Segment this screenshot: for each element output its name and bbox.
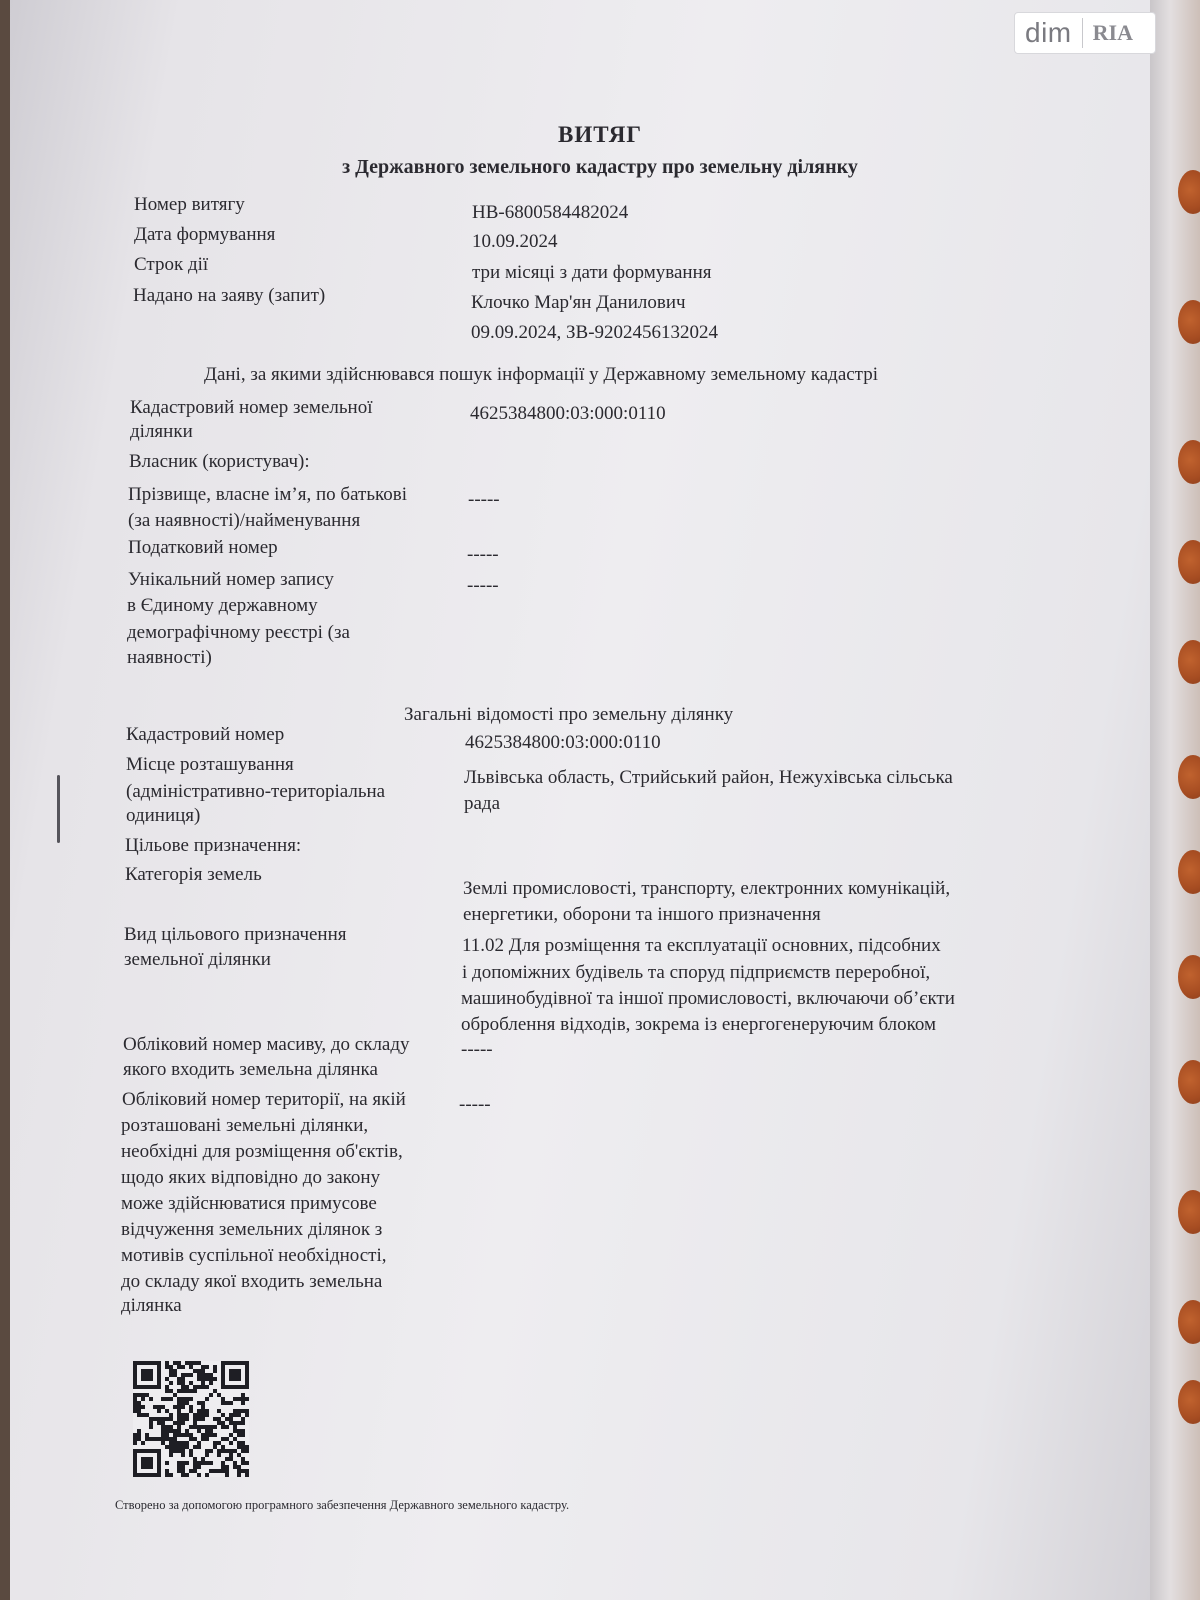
extract-date-value: 10.09.2024: [472, 231, 558, 252]
paper-crease: [57, 775, 60, 843]
owner-name-label: Прізвище, власне ім’я, по батькові: [128, 484, 408, 505]
use-type-value-3: машинобудівної та іншої промисловості, включаючи об’єкти: [461, 988, 955, 1009]
document-subtitle: з Державного земельного кадастру про земельну ділянку: [342, 156, 858, 178]
use-type-value-1: 11.02 Для розміщення та експлуатації основних, підсобних: [462, 935, 941, 956]
punch-hole: [1178, 540, 1200, 584]
unique-record-label-3: демографічному реєстрі (за: [127, 622, 350, 643]
request-applicant: Клочко Мар'ян Данилович: [471, 292, 686, 313]
validity-label: Строк дії: [134, 254, 209, 275]
document-title: ВИТЯГ: [558, 122, 642, 147]
location-label: Місце розташування: [126, 754, 294, 775]
purpose-label: Цільове призначення:: [125, 835, 302, 856]
watermark-ria: RIA: [1092, 20, 1133, 45]
punch-hole: [1178, 640, 1200, 684]
unique-record-value: -----: [467, 575, 499, 596]
search-section-heading: Дані, за якими здійснювався пошук інформації у Державному земельному кадастрі: [204, 364, 878, 385]
territory-number-label-8: до складу якої входить земельна: [121, 1271, 383, 1292]
land-category-value: Землі промисловості, транспорту, електронних комунікацій,: [463, 878, 951, 899]
location-value-cont: рада: [464, 793, 501, 814]
punch-hole: [1178, 1060, 1200, 1104]
punch-hole: [1178, 1380, 1200, 1424]
punch-hole: [1178, 300, 1200, 344]
extract-date-label: Дата формування: [134, 224, 276, 245]
location-value: Львівська область, Стрийський район, Нежухівська сільська: [464, 767, 953, 788]
use-type-value-2: і допоміжних будівель та споруд підприємств переробної,: [462, 962, 931, 983]
territory-number-label-2: розташовані земельні ділянки,: [121, 1115, 369, 1136]
watermark-logo: [1014, 12, 1156, 54]
territory-number-label-4: щодо яких відповідно до закону: [121, 1167, 381, 1188]
watermark-divider: [1082, 18, 1083, 48]
unique-record-label-2: в Єдиному державному: [127, 595, 318, 616]
unique-record-label-4: наявності): [127, 647, 212, 668]
territory-number-label-7: мотивів суспільної необхідності,: [121, 1245, 387, 1266]
general-section-heading: Загальні відомості про земельну ділянку: [404, 704, 734, 725]
punch-hole: [1178, 1190, 1200, 1234]
massif-number-label: Обліковий номер масиву, до складу: [123, 1034, 410, 1055]
use-type-label-2: земельної ділянки: [124, 949, 271, 970]
request-label: Надано на заяву (запит): [133, 285, 326, 306]
territory-number-label-6: відчуження земельних ділянок з: [121, 1219, 383, 1240]
unique-record-label: Унікальний номер запису: [128, 569, 334, 590]
search-cadastral-label: Кадастровий номер земельної: [130, 397, 373, 418]
punch-hole: [1178, 1300, 1200, 1344]
massif-number-value: -----: [461, 1039, 493, 1060]
footer-note: Створено за допомогою програмного забезпечення Державного земельного кадастру.: [115, 1498, 570, 1512]
cadastral-number-value: 4625384800:03:000:0110: [465, 732, 661, 753]
owner-label: Власник (користувач):: [129, 451, 310, 472]
tax-number-label: Податковий номер: [128, 537, 278, 558]
location-label-2: (адміністративно-територіальна: [126, 781, 386, 802]
watermark-dim: dim: [1025, 17, 1072, 48]
request-reference: 09.09.2024, ЗВ-9202456132024: [471, 322, 719, 343]
territory-number-label-9: ділянка: [121, 1295, 182, 1316]
massif-number-label-2: якого входить земельна ділянка: [123, 1059, 378, 1080]
tax-number-value: -----: [467, 544, 499, 565]
cadastral-number-label: Кадастровий номер: [126, 724, 285, 745]
punch-hole: [1178, 440, 1200, 484]
extract-number-label: Номер витягу: [134, 194, 245, 215]
validity-value: три місяці з дати формування: [472, 262, 712, 283]
territory-number-label-3: необхідні для розміщення об'єктів,: [121, 1141, 403, 1162]
location-label-3: одиниця): [126, 805, 201, 826]
use-type-label: Вид цільового призначення: [124, 924, 347, 945]
territory-number-value: -----: [459, 1094, 491, 1115]
punch-hole: [1178, 755, 1200, 799]
search-cadastral-label-cont: ділянки: [130, 421, 193, 442]
territory-number-label: Обліковий номер території, на якій: [122, 1089, 406, 1110]
owner-name-value: -----: [468, 489, 500, 510]
land-category-value-cont: енергетики, оборони та іншого призначення: [463, 904, 821, 925]
owner-name-label-cont: (за наявності)/найменування: [128, 510, 361, 531]
punch-hole: [1178, 955, 1200, 999]
plastic-sleeve: [1150, 0, 1200, 1600]
extract-number-value: НВ-6800584482024: [472, 202, 629, 223]
territory-number-label-5: може здійснюватися примусове: [121, 1193, 377, 1214]
qr-code: [133, 1361, 249, 1477]
punch-hole: [1178, 850, 1200, 894]
use-type-value-4: оброблення відходів, зокрема із енергогенеруючим блоком: [461, 1014, 937, 1035]
land-category-label: Категорія земель: [125, 864, 262, 885]
search-cadastral-value: 4625384800:03:000:0110: [470, 403, 666, 424]
